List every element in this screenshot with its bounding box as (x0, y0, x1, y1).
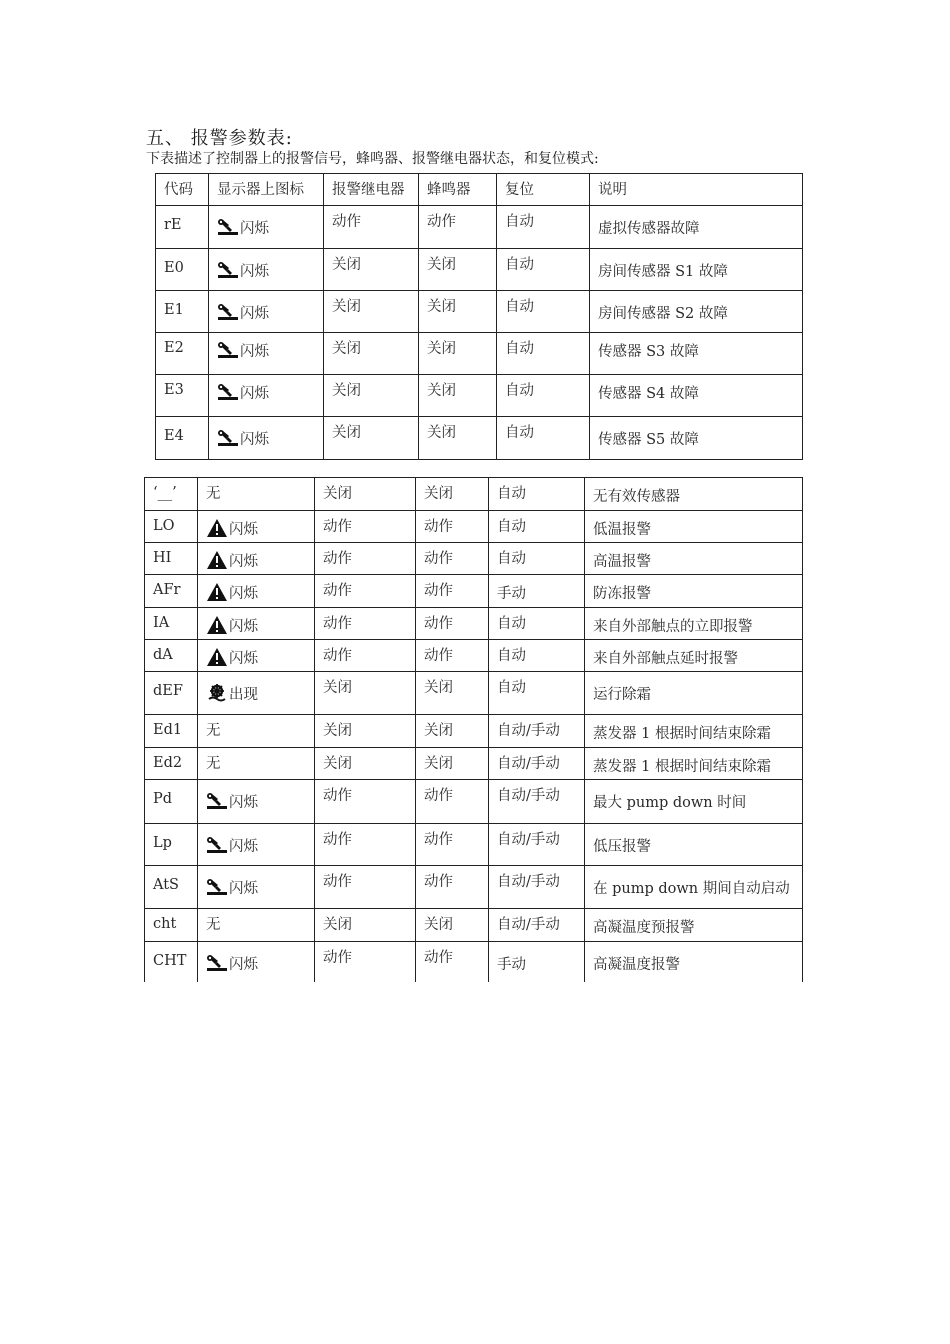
cell-description-text: 来自外部触点延时报警 (593, 651, 738, 667)
table-row (145, 478, 803, 511)
icon-label: 无 (206, 756, 221, 772)
icon-label: 无 (206, 723, 221, 739)
cell-description-text: 房间传感器 S1 故障 (598, 264, 728, 280)
cell-buzzer-text: 关闭 (424, 756, 453, 772)
cell-relay (315, 672, 416, 715)
cell-code (145, 640, 198, 672)
icon-label: 闪烁 (240, 344, 269, 360)
cell-buzzer-text: 关闭 (424, 917, 453, 933)
cell-buzzer-text: 动作 (424, 551, 453, 567)
warning-icon (206, 616, 228, 634)
cell-buzzer-text: 关闭 (427, 383, 456, 399)
cell-description (590, 375, 803, 417)
cell-relay (315, 478, 416, 511)
cell-relay-text: 动作 (323, 832, 352, 848)
cell-reset (489, 511, 585, 543)
cell-reset (489, 909, 585, 942)
section-description: 下表描述了控制器上的报警信号，蜂鸣器、报警继电器状态，和复位模式: (146, 151, 599, 167)
header-icon: 显示器上图标 (209, 174, 324, 206)
cell-buzzer (419, 375, 497, 417)
table-row (145, 715, 803, 748)
table-row (145, 942, 803, 982)
cell-buzzer-text: 动作 (424, 874, 453, 890)
cell-reset-text: 自动 (505, 257, 534, 273)
cell-buzzer-text: 关闭 (424, 486, 453, 502)
cell-reset (497, 417, 590, 460)
cell-description (590, 249, 803, 291)
cell-reset (497, 206, 590, 249)
cell-buzzer (419, 333, 497, 375)
table-row (156, 333, 803, 375)
wrench-icon (217, 341, 239, 359)
cell-reset-text: 手动 (497, 957, 526, 973)
cell-description-text: 传感器 S4 故障 (598, 386, 699, 402)
cell-code (145, 575, 198, 608)
cell-relay (324, 249, 419, 291)
header-buzzer: 蜂鸣器 (419, 174, 497, 206)
cell-icon (198, 640, 315, 672)
cell-description (585, 780, 803, 824)
cell-description (585, 543, 803, 575)
icon-label: 闪烁 (229, 839, 258, 855)
wrench-icon (206, 954, 228, 972)
cell-relay-text: 关闭 (332, 299, 361, 315)
cell-relay (315, 640, 416, 672)
cell-reset (489, 543, 585, 575)
cell-code-text: IA (153, 615, 170, 631)
cell-code (145, 866, 198, 909)
cell-code (145, 715, 198, 748)
cell-reset-text: 自动 (497, 680, 526, 696)
table-row (145, 511, 803, 543)
cell-code-text: AFr (153, 582, 181, 598)
cell-buzzer (419, 249, 497, 291)
table-row (145, 543, 803, 575)
cell-relay (315, 543, 416, 575)
cell-code (145, 748, 198, 780)
cell-relay-text: 关闭 (323, 756, 352, 772)
cell-reset (497, 375, 590, 417)
cell-reset (497, 291, 590, 333)
cell-buzzer (416, 511, 489, 543)
cell-relay-text: 动作 (323, 519, 352, 535)
header-reset: 复位 (497, 174, 590, 206)
icon-label: 闪烁 (229, 881, 258, 897)
cell-icon (198, 780, 315, 824)
cell-description-text: 蒸发器 1 根据时间结束除霜 (593, 726, 771, 742)
cell-description-text: 低压报警 (593, 839, 651, 855)
cell-reset-text: 自动/手动 (497, 788, 560, 804)
cell-icon (198, 824, 315, 866)
cell-code-text: ‘__’ (153, 485, 177, 501)
cell-description (585, 478, 803, 511)
cell-description (585, 866, 803, 909)
wrench-icon (206, 836, 228, 854)
cell-code-text: Pd (153, 791, 173, 807)
cell-reset (489, 715, 585, 748)
cell-reset (489, 478, 585, 511)
cell-reset-text: 自动 (505, 425, 534, 441)
cell-description-text: 最大 pump down 时间 (593, 795, 747, 811)
table-row (145, 909, 803, 942)
table-row (145, 748, 803, 780)
cell-reset-text: 自动 (497, 551, 526, 567)
cell-code-text: LO (153, 518, 175, 534)
cell-relay-text: 关闭 (323, 723, 352, 739)
cell-description-text: 低温报警 (593, 522, 651, 538)
wrench-icon (217, 218, 239, 236)
cell-icon (209, 291, 324, 333)
cell-relay-text: 关闭 (332, 341, 361, 357)
cell-icon (198, 748, 315, 780)
cell-relay-text: 关闭 (332, 383, 361, 399)
cell-buzzer (419, 291, 497, 333)
cell-code (145, 543, 198, 575)
table-row (145, 824, 803, 866)
cell-relay (315, 780, 416, 824)
defrost-icon (206, 684, 228, 702)
table-row (156, 249, 803, 291)
header-relay: 报警继电器 (324, 174, 419, 206)
cell-relay (315, 575, 416, 608)
icon-label: 闪烁 (229, 554, 258, 570)
cell-buzzer-text: 动作 (424, 788, 453, 804)
cell-buzzer (416, 824, 489, 866)
cell-description-text: 蒸发器 1 根据时间结束除霜 (593, 759, 771, 775)
cell-description (585, 824, 803, 866)
cell-description (585, 909, 803, 942)
cell-buzzer (416, 608, 489, 640)
table-row (145, 575, 803, 608)
cell-buzzer (416, 909, 489, 942)
cell-reset-text: 自动/手动 (497, 832, 560, 848)
table-header-row (156, 174, 803, 206)
table-row (156, 291, 803, 333)
cell-reset (489, 866, 585, 909)
cell-buzzer-text: 动作 (424, 583, 453, 599)
cell-relay (324, 206, 419, 249)
cell-buzzer (416, 942, 489, 982)
cell-reset-text: 手动 (497, 586, 526, 602)
cell-relay (324, 333, 419, 375)
cell-icon (198, 866, 315, 909)
cell-icon (198, 909, 315, 942)
cell-icon (209, 333, 324, 375)
cell-relay (315, 866, 416, 909)
cell-code-text: HI (153, 550, 172, 566)
cell-code-text: E0 (164, 260, 184, 276)
icon-label: 闪烁 (240, 264, 269, 280)
cell-code-text: E4 (164, 428, 184, 444)
wrench-icon (217, 383, 239, 401)
table-row (145, 672, 803, 715)
cell-buzzer-text: 动作 (427, 214, 456, 230)
cell-code (156, 333, 209, 375)
cell-code (156, 375, 209, 417)
icon-label: 闪烁 (240, 221, 269, 237)
cell-code (145, 909, 198, 942)
cell-description-text: 传感器 S3 故障 (598, 344, 699, 360)
cell-code (156, 206, 209, 249)
cell-icon (198, 511, 315, 543)
cell-reset-text: 自动 (497, 486, 526, 502)
cell-description-text: 防冻报警 (593, 586, 651, 602)
wrench-icon (206, 792, 228, 810)
cell-reset-text: 自动/手动 (497, 874, 560, 890)
cell-code-text: dA (153, 647, 173, 663)
wrench-icon (217, 303, 239, 321)
cell-code-text: E2 (164, 340, 184, 356)
cell-reset-text: 自动 (505, 214, 534, 230)
cell-relay-text: 关闭 (323, 917, 352, 933)
cell-description (585, 748, 803, 780)
cell-description (590, 206, 803, 249)
cell-reset-text: 自动 (505, 299, 534, 315)
cell-description-text: 无有效传感器 (593, 489, 680, 505)
cell-reset (489, 780, 585, 824)
table-row (145, 780, 803, 824)
table-row (156, 417, 803, 460)
cell-reset-text: 自动 (497, 519, 526, 535)
cell-code (145, 511, 198, 543)
cell-description (585, 672, 803, 715)
cell-buzzer-text: 动作 (424, 519, 453, 535)
cell-reset (489, 640, 585, 672)
alarm-table-2 (144, 477, 803, 982)
icon-label: 闪烁 (240, 386, 269, 402)
cell-reset-text: 自动 (505, 341, 534, 357)
warning-icon (206, 551, 228, 569)
cell-description (585, 715, 803, 748)
cell-code (145, 608, 198, 640)
cell-description (590, 333, 803, 375)
cell-buzzer-text: 关闭 (427, 299, 456, 315)
cell-icon (209, 375, 324, 417)
cell-code (145, 478, 198, 511)
cell-code (145, 672, 198, 715)
cell-relay (315, 715, 416, 748)
wrench-icon (206, 878, 228, 896)
cell-reset-text: 自动/手动 (497, 723, 560, 739)
table-row (145, 608, 803, 640)
section-heading: 五、 报警参数表: (146, 128, 293, 149)
icon-label: 无 (206, 917, 221, 933)
cell-reset (497, 333, 590, 375)
cell-description (585, 575, 803, 608)
warning-icon (206, 648, 228, 666)
cell-code-text: Ed2 (153, 755, 183, 771)
cell-description (585, 608, 803, 640)
icon-label: 闪烁 (229, 619, 258, 635)
cell-reset-text: 自动/手动 (497, 917, 560, 933)
cell-description-text: 运行除霜 (593, 687, 651, 703)
cell-code-text: Ed1 (153, 722, 183, 738)
cell-code-text: dEF (153, 683, 183, 699)
cell-description-text: 房间传感器 S2 故障 (598, 306, 728, 322)
cell-description-text: 高凝温度报警 (593, 957, 680, 973)
cell-code-text: E1 (164, 302, 184, 318)
cell-buzzer (419, 206, 497, 249)
icon-label: 闪烁 (229, 795, 258, 811)
wrench-icon (217, 429, 239, 447)
wrench-icon (217, 261, 239, 279)
cell-reset (489, 824, 585, 866)
cell-reset-text: 自动 (497, 648, 526, 664)
cell-description-text: 高凝温度预报警 (593, 920, 695, 936)
cell-code (145, 942, 198, 982)
cell-reset (489, 942, 585, 982)
cell-buzzer-text: 动作 (424, 648, 453, 664)
cell-description-text: 来自外部触点的立即报警 (593, 619, 753, 635)
table-row (145, 866, 803, 909)
cell-description (585, 640, 803, 672)
cell-relay (315, 748, 416, 780)
icon-label: 闪烁 (229, 957, 258, 973)
cell-reset (489, 672, 585, 715)
cell-reset (489, 608, 585, 640)
cell-code (145, 824, 198, 866)
cell-icon (198, 715, 315, 748)
icon-label: 闪烁 (229, 651, 258, 667)
cell-buzzer (416, 780, 489, 824)
cell-code (156, 417, 209, 460)
cell-code-text: AtS (153, 877, 179, 893)
icon-label: 闪烁 (229, 586, 258, 602)
cell-buzzer-text: 动作 (424, 616, 453, 632)
cell-relay (315, 942, 416, 982)
cell-buzzer-text: 关闭 (424, 723, 453, 739)
cell-buzzer (416, 543, 489, 575)
cell-description (590, 291, 803, 333)
cell-buzzer-text: 动作 (424, 950, 453, 966)
cell-code (156, 291, 209, 333)
cell-buzzer-text: 关闭 (427, 341, 456, 357)
cell-description-text: 在 pump down 期间自动启动 (593, 881, 790, 897)
cell-relay (324, 417, 419, 460)
cell-relay-text: 关闭 (332, 425, 361, 441)
cell-relay-text: 动作 (323, 788, 352, 804)
warning-icon (206, 519, 228, 537)
cell-relay (315, 511, 416, 543)
cell-description (585, 511, 803, 543)
cell-relay-text: 关闭 (323, 486, 352, 502)
cell-relay-text: 动作 (323, 616, 352, 632)
cell-relay-text: 关闭 (332, 257, 361, 273)
cell-reset (489, 748, 585, 780)
cell-relay (315, 909, 416, 942)
cell-relay-text: 动作 (323, 583, 352, 599)
cell-icon (198, 608, 315, 640)
alarm-table-1 (155, 173, 803, 460)
table-row (156, 206, 803, 249)
cell-relay-text: 关闭 (323, 680, 352, 696)
cell-relay (315, 824, 416, 866)
cell-buzzer (416, 715, 489, 748)
cell-relay (324, 291, 419, 333)
cell-description-text: 高温报警 (593, 554, 651, 570)
cell-buzzer-text: 动作 (424, 832, 453, 848)
cell-reset-text: 自动 (497, 616, 526, 632)
cell-buzzer-text: 关闭 (424, 680, 453, 696)
cell-code-text: Lp (153, 835, 172, 851)
cell-code (145, 780, 198, 824)
cell-buzzer (416, 575, 489, 608)
cell-relay (324, 375, 419, 417)
cell-buzzer-text: 关闭 (427, 257, 456, 273)
cell-code-text: E3 (164, 382, 184, 398)
cell-buzzer (416, 672, 489, 715)
table-row (145, 640, 803, 672)
cell-reset (497, 249, 590, 291)
cell-reset-text: 自动/手动 (497, 756, 560, 772)
cell-description-text: 传感器 S5 故障 (598, 432, 699, 448)
cell-icon (198, 543, 315, 575)
cell-relay-text: 动作 (323, 648, 352, 664)
cell-icon (198, 478, 315, 511)
cell-buzzer (419, 417, 497, 460)
cell-code-text: cht (153, 916, 177, 932)
cell-code (156, 249, 209, 291)
cell-description (590, 417, 803, 460)
cell-description (585, 942, 803, 982)
cell-buzzer (416, 478, 489, 511)
cell-relay (315, 608, 416, 640)
cell-icon (209, 249, 324, 291)
table-row (156, 375, 803, 417)
cell-icon (198, 575, 315, 608)
cell-code-text: rE (164, 217, 182, 233)
icon-label: 闪烁 (229, 522, 258, 538)
cell-code-text: CHT (153, 953, 187, 969)
warning-icon (206, 583, 228, 601)
cell-description-text: 虚拟传感器故障 (598, 221, 700, 237)
cell-icon (198, 672, 315, 715)
icon-label: 无 (206, 486, 221, 502)
icon-label: 闪烁 (240, 306, 269, 322)
cell-icon (198, 942, 315, 982)
cell-buzzer (416, 640, 489, 672)
icon-label: 闪烁 (240, 432, 269, 448)
cell-relay-text: 动作 (332, 214, 361, 230)
cell-reset (489, 575, 585, 608)
cell-relay-text: 动作 (323, 950, 352, 966)
header-description: 说明 (590, 174, 803, 206)
cell-relay-text: 动作 (323, 551, 352, 567)
icon-label: 出现 (229, 687, 258, 703)
cell-buzzer (416, 748, 489, 780)
cell-relay-text: 动作 (323, 874, 352, 890)
cell-buzzer-text: 关闭 (427, 425, 456, 441)
header-code: 代码 (156, 174, 209, 206)
cell-icon (209, 206, 324, 249)
cell-reset-text: 自动 (505, 383, 534, 399)
cell-icon (209, 417, 324, 460)
cell-buzzer (416, 866, 489, 909)
